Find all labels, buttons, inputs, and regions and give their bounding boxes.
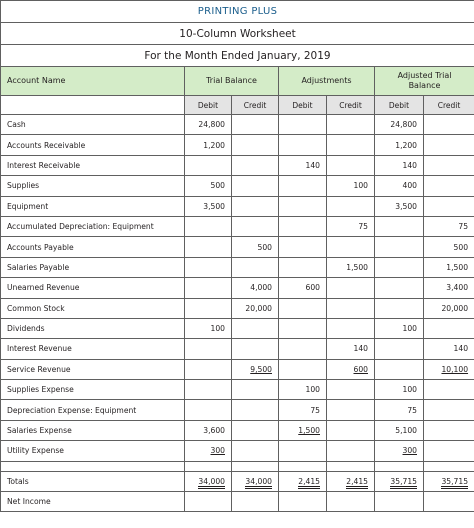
table-row [1,176,474,196]
totals-atb-debit [375,471,424,491]
totals-tb-credit [232,471,279,491]
adj-dr-cell [279,278,327,298]
adj-cr-cell [327,359,375,379]
tb-cr-cell [232,257,279,277]
tb-dr-cell [185,176,232,196]
atb-dr-cell [375,278,424,298]
adj-dr-cell [279,135,327,155]
tb-credit-header: Credit [232,96,279,115]
amount-value: 100 [305,385,320,395]
amount-value: 1,500 [446,262,469,272]
amount-value: 1,200 [203,140,225,150]
adj-dr-cell [279,176,327,196]
atb-cr-cell [424,135,474,155]
tb-cr-cell [232,216,279,236]
account-name-cell: Common Stock [1,298,185,318]
atb-cr-cell [424,196,474,216]
atb-dr-cell [375,339,424,359]
adj-dr-cell [279,196,327,216]
atb-cr-cell [424,441,474,461]
adj-cr-cell [327,380,375,400]
tb-cr-cell [232,237,279,257]
adj-dr-cell [279,155,327,175]
amount-value: 20,000 [245,303,272,313]
amount-value: 5,100 [395,426,417,436]
tb-dr-cell [185,420,232,440]
gap-cell [232,461,279,471]
tb-cr-cell [232,115,279,135]
account-name-cell: Supplies [1,176,185,196]
atb-dr-cell [375,135,424,155]
gap-cell [375,461,424,471]
table-row [1,155,474,175]
account-name-cell: Salaries Payable [1,257,185,277]
table-row [1,196,474,216]
amount-value: 300 [402,446,417,456]
amount-value: 75 [310,405,320,415]
tb-dr-cell [185,400,232,420]
tb-dr-cell [185,216,232,236]
atb-dr-cell [375,400,424,420]
adj-dr-cell [279,339,327,359]
amount-value: 3,500 [203,201,225,211]
adj-cr-cell [327,318,375,338]
tb-dr-cell [185,237,232,257]
amount-value: 3,600 [203,426,225,436]
tb-dr-cell [185,318,232,338]
adj-dr-cell [279,237,327,257]
atb-dr-cell [375,155,424,175]
amount-value: 100 [353,181,368,191]
tb-cr-cell [232,176,279,196]
totals-atb-debit-value: 35,715 [390,477,417,489]
atb-cr-cell [424,380,474,400]
adj-dr-cell [279,318,327,338]
amount-value: 600 [353,364,368,374]
gap-cell [327,461,375,471]
table-row [1,380,474,400]
atb-dr-cell [375,441,424,461]
subheader-blank [1,96,185,115]
amount-value: 100 [402,324,417,334]
tb-dr-cell [185,135,232,155]
tb-cr-cell [232,196,279,216]
table-row [1,318,474,338]
tb-dr-cell [185,380,232,400]
atb-dr-cell [375,318,424,338]
amount-value: 140 [453,344,469,354]
totals-adj-credit [327,471,375,491]
amount-value: 300 [210,446,225,456]
amount-value: 1,200 [395,140,417,150]
atb-dr-cell [375,237,424,257]
table-row [1,216,474,236]
account-name-cell: Cash [1,115,185,135]
table-row [1,115,474,135]
net-income-cell [424,491,474,511]
adj-dr-cell [279,400,327,420]
adj-dr-cell [279,216,327,236]
tb-dr-cell [185,359,232,379]
tb-dr-cell [185,196,232,216]
tb-cr-cell [232,359,279,379]
adj-cr-cell [327,420,375,440]
totals-adj-credit-value: 2,415 [346,477,368,489]
tb-cr-cell [232,339,279,359]
atb-cr-cell [424,359,474,379]
totals-tb-credit-value: 34,000 [245,477,272,489]
adj-cr-cell [327,339,375,359]
atb-cr-cell [424,420,474,440]
totals-tb-debit-value: 34,000 [198,477,225,489]
amount-value: 400 [402,181,417,191]
gap-cell [279,461,327,471]
totals-atb-credit-value: 35,715 [441,477,468,489]
amount-value: 20,000 [441,303,469,313]
atb-cr-cell [424,257,474,277]
atb-dr-cell [375,420,424,440]
account-name-cell: Unearned Revenue [1,278,185,298]
atb-dr-cell [375,196,424,216]
adj-dr-cell [279,257,327,277]
adjusted-header-line2: Balance [408,81,441,90]
account-name-cell: Equipment [1,196,185,216]
adjusted-trial-balance-header [375,67,474,96]
amount-value: 3,500 [395,201,417,211]
account-name-cell: Service Revenue [1,359,185,379]
adj-cr-cell [327,135,375,155]
trial-balance-header: Trial Balance [185,67,279,96]
atb-dr-cell [375,115,424,135]
totals-adj-debit [279,471,327,491]
amount-value: 600 [305,283,320,293]
adj-cr-cell [327,155,375,175]
adj-dr-cell [279,115,327,135]
amount-value: 75 [407,405,417,415]
amount-value: 100 [402,385,417,395]
table-row [1,339,474,359]
totals-tb-debit [185,471,232,491]
tb-debit-header: Debit [185,96,232,115]
tb-cr-cell [232,298,279,318]
tb-cr-cell [232,441,279,461]
table-row [1,359,474,379]
amount-value: 24,800 [390,120,417,130]
tb-dr-cell [185,298,232,318]
account-name-cell: Interest Receivable [1,155,185,175]
amount-value: 500 [453,242,469,252]
atb-dr-cell [375,216,424,236]
account-name-cell: Accounts Payable [1,237,185,257]
adj-cr-cell [327,441,375,461]
atb-dr-cell [375,298,424,318]
table-row [1,420,474,440]
tb-cr-cell [232,155,279,175]
tb-cr-cell [232,400,279,420]
amount-value: 140 [305,160,320,170]
amount-value: 500 [210,181,225,191]
amount-value: 140 [353,344,368,354]
worksheet-period: For the Month Ended January, 2019 [1,45,474,67]
tb-cr-cell [232,278,279,298]
account-rows [1,115,474,462]
atb-cr-cell [424,237,474,257]
atb-dr-cell [375,359,424,379]
tb-dr-cell [185,115,232,135]
amount-value: 9,500 [250,364,272,374]
adj-cr-cell [327,196,375,216]
account-name-cell: Accounts Receivable [1,135,185,155]
net-income-label: Net Income [1,491,185,511]
table-row [1,278,474,298]
account-name-header: Account Name [1,67,185,96]
tb-dr-cell [185,441,232,461]
table-row [1,237,474,257]
totals-label: Totals [1,471,185,491]
atb-dr-cell [375,176,424,196]
account-name-cell: Dividends [1,318,185,338]
atb-dr-cell [375,257,424,277]
adjustments-header: Adjustments [279,67,375,96]
adj-dr-cell [279,298,327,318]
amount-value: 4,000 [250,283,272,293]
table-row [1,135,474,155]
adj-cr-cell [327,237,375,257]
adj-cr-cell [327,298,375,318]
tb-dr-cell [185,257,232,277]
net-income-cell [327,491,375,511]
tb-dr-cell [185,278,232,298]
adj-cr-cell [327,176,375,196]
worksheet-title: 10-Column Worksheet [1,23,474,45]
adj-dr-cell [279,420,327,440]
account-name-cell: Depreciation Expense: Equipment [1,400,185,420]
account-name-cell: Accumulated Depreciation: Equipment [1,216,185,236]
adj-dr-cell [279,441,327,461]
atb-cr-cell [424,115,474,135]
tb-cr-cell [232,135,279,155]
amount-value: 1,500 [298,426,320,436]
atb-cr-cell [424,298,474,318]
table-row [1,441,474,461]
adj-cr-cell [327,278,375,298]
atb-credit-header: Credit [424,96,474,115]
table-row [1,298,474,318]
totals-adj-debit-value: 2,415 [298,477,320,489]
adj-credit-header: Credit [327,96,375,115]
atb-dr-cell [375,380,424,400]
atb-debit-header: Debit [375,96,424,115]
atb-cr-cell [424,216,474,236]
net-income-cell [232,491,279,511]
account-name-cell: Salaries Expense [1,420,185,440]
amount-value: 75 [358,222,368,232]
adj-cr-cell [327,216,375,236]
tb-cr-cell [232,420,279,440]
totals-atb-credit [424,471,474,491]
tb-dr-cell [185,339,232,359]
gap-cell [185,461,232,471]
table-row [1,257,474,277]
account-name-cell: Interest Revenue [1,339,185,359]
amount-value: 500 [257,242,272,252]
amount-value: 140 [402,160,417,170]
tb-dr-cell [185,155,232,175]
amount-value: 75 [458,222,469,232]
amount-value: 3,400 [446,283,469,293]
adj-debit-header: Debit [279,96,327,115]
adj-cr-cell [327,400,375,420]
adj-dr-cell [279,380,327,400]
tb-cr-cell [232,380,279,400]
gap-cell [1,461,185,471]
adjusted-header-line1: Adjusted Trial [397,71,452,80]
table-row [1,400,474,420]
atb-cr-cell [424,278,474,298]
account-name-cell: Utility Expense [1,441,185,461]
gap-cell [424,461,474,471]
net-income-cell [375,491,424,511]
net-income-cell [279,491,327,511]
adj-dr-cell [279,359,327,379]
atb-cr-cell [424,339,474,359]
adj-cr-cell [327,115,375,135]
atb-cr-cell [424,176,474,196]
amount-value: 10,100 [441,364,469,374]
net-income-cell [185,491,232,511]
company-name: PRINTING PLUS [1,1,474,23]
adj-cr-cell [327,257,375,277]
account-name-cell: Supplies Expense [1,380,185,400]
atb-cr-cell [424,155,474,175]
atb-cr-cell [424,318,474,338]
amount-value: 24,800 [198,120,225,130]
amount-value: 100 [210,324,225,334]
amount-value: 1,500 [346,262,368,272]
tb-cr-cell [232,318,279,338]
atb-cr-cell [424,400,474,420]
